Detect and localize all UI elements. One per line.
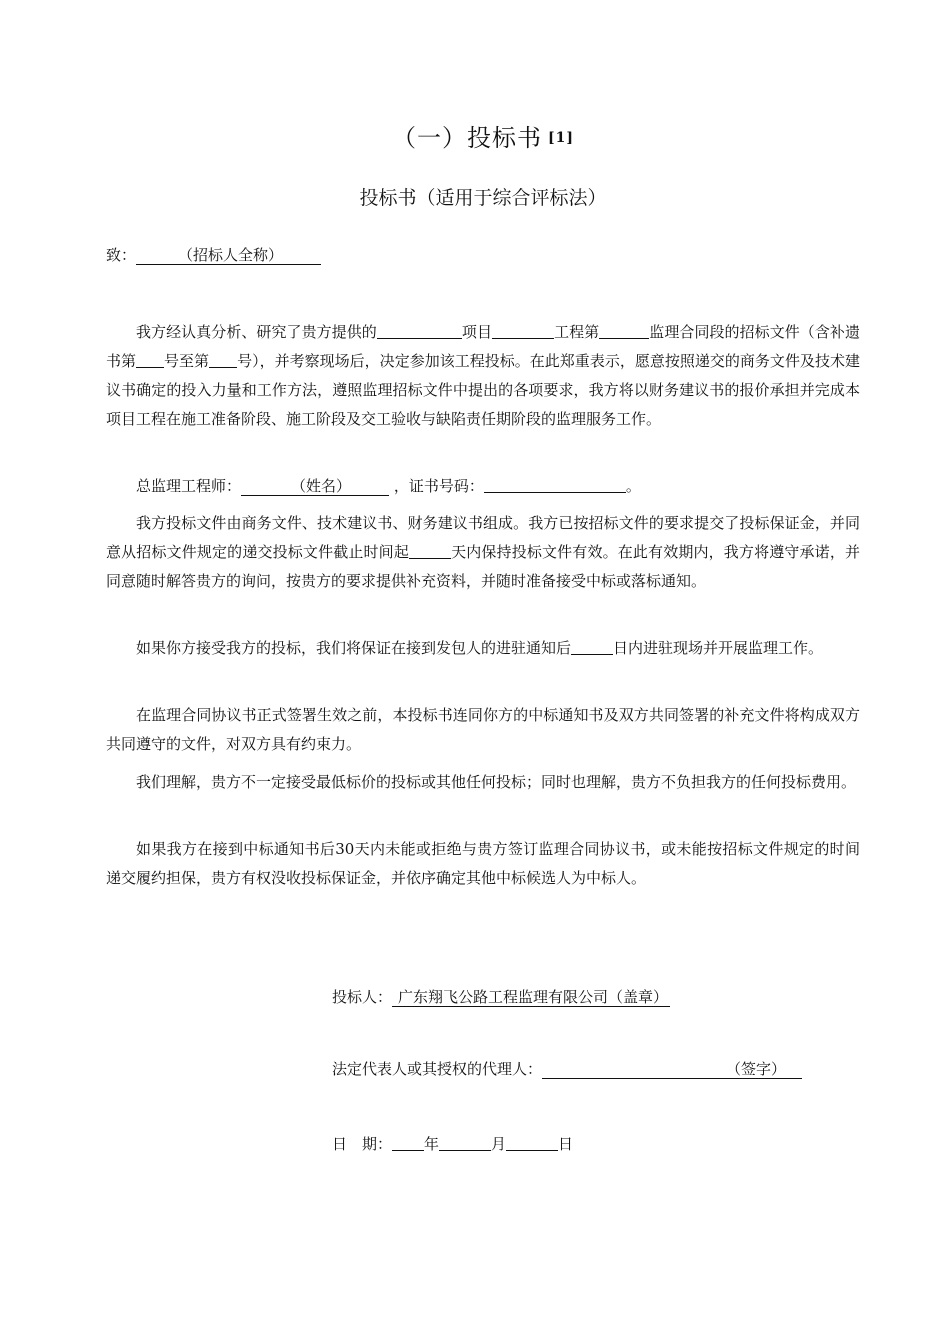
date-label: 日 期： xyxy=(332,1135,393,1153)
representative-line xyxy=(332,1058,802,1079)
addendum-to-blank xyxy=(209,352,237,368)
project-blank xyxy=(492,323,554,339)
bidder-value: 广东翔飞公路工程监理有限公司（盖章） xyxy=(392,988,670,1007)
section-number-blank xyxy=(599,323,649,339)
addressee-prefix: 致： xyxy=(106,246,137,264)
paragraph-2 xyxy=(106,472,860,501)
paragraph-1 xyxy=(106,318,860,434)
certificate-label: ，证书号码： xyxy=(393,477,484,495)
month-blank xyxy=(439,1135,491,1151)
p1-text-f: 号），并考察现场后，决定参加该工程投标。在此郑重表示，愿意按照递交的商务文件及技术建议书确定的投入力量和工作方法，遵照监理招标文件中提出的各项要求，我方将以财务建议书的报价承担并完成本项目工程在施工准备阶段、施工阶段及交工验收与缺陷责任期阶段的监理服务工作。 xyxy=(106,352,860,428)
month-label: 月 xyxy=(491,1135,507,1153)
p1-text-d: 监理合同段的招标文件（含补遗书第 xyxy=(106,323,860,370)
document-title xyxy=(106,118,860,153)
chief-engineer-name-field: （姓名） xyxy=(241,477,389,496)
paragraph-6: 我们理解，贵方不一定接受最低标价的投标或其他任何投标；同时也理解，贵方不负担我方的任何投标费用。 xyxy=(136,773,857,791)
p3-text-b: 天内保持投标文件有效。在此有效期内，我方将遵守承诺，并同意随时解答贵方的询问，按贵方的要求提供补充资料，并随时准备接受中标或落标通知。 xyxy=(106,543,860,590)
title-text: （一）投标书 xyxy=(392,124,542,152)
paragraph-4 xyxy=(106,634,860,663)
chief-engineer-label: 总监理工程师： xyxy=(136,477,242,495)
p1-text-a: 我方经认真分析、研究了贵方提供的 xyxy=(136,323,377,341)
p4-text-a: 如果你方接受我方的投标，我们将保证在接到发包人的进驻通知后 xyxy=(136,639,572,657)
project-name-blank xyxy=(377,323,462,339)
p4-text-b: 日内进驻现场并开展监理工作。 xyxy=(613,639,824,657)
p3-text-a: 我方投标文件由商务文件、技术建议书、财务建议书组成。我方已按招标文件的要求提交了投标保证金，并同意从招标文件规定的递交投标文件截止时间起 xyxy=(106,514,860,561)
document-subtitle: 投标书（适用于综合评标法） xyxy=(359,187,607,209)
bidder-label: 投标人： xyxy=(332,988,393,1006)
p1-text-b: 项目 xyxy=(461,323,493,341)
representative-label: 法定代表人或其授权的代理人： xyxy=(332,1060,543,1078)
certificate-number-blank xyxy=(484,477,626,493)
paragraph-7: 如果我方在接到中标通知书后30天内未能或拒绝与贵方签订监理合同协议书，或未能按招标文件规定的时间递交履约担保，贵方有权没收投标保证金，并依序确定其他中标候选人为中标人。 xyxy=(106,840,860,887)
addressee-line xyxy=(106,244,321,265)
bidder-line xyxy=(332,986,670,1007)
p2-end: 。 xyxy=(625,477,641,495)
addressee-field: （招标人全称） xyxy=(136,246,321,265)
p1-text-c: 工程第 xyxy=(554,323,600,341)
year-label: 年 xyxy=(424,1135,440,1153)
date-line xyxy=(332,1133,573,1154)
validity-days-blank xyxy=(409,543,451,559)
year-blank xyxy=(392,1135,424,1151)
paragraph-3 xyxy=(106,509,860,596)
title-footnote-ref: [1] xyxy=(548,130,574,146)
p1-text-e: 号至第 xyxy=(164,352,210,370)
addendum-from-blank xyxy=(136,352,164,368)
paragraph-5: 在监理合同协议书正式签署生效之前，本投标书连同你方的中标通知书及双方共同签署的补充文件将构成双方共同遵守的文件，对双方具有约束力。 xyxy=(106,706,860,753)
day-blank xyxy=(506,1135,558,1151)
representative-signature-field: （签字） xyxy=(542,1060,802,1079)
mobilization-days-blank xyxy=(571,639,613,655)
day-label: 日 xyxy=(558,1135,574,1153)
